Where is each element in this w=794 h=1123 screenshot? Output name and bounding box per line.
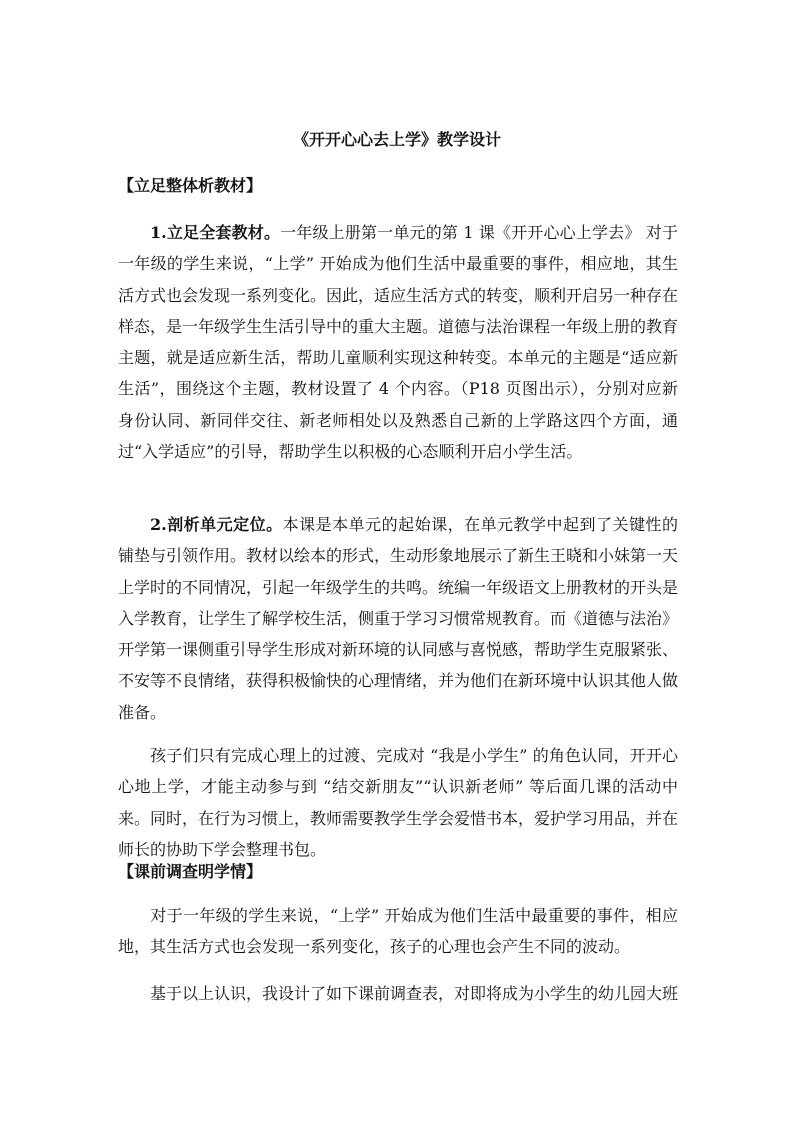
paragraph-text: 一年级上册第一单元的第 1 课《开开心心上学去》 对于一年级的学生来说，“上学” 开始成为他们生活中最重要的事件，相应地，其生活方式也会发现一系列变化。因此，适应生活方式的转变，顺利开启另一种存在样态，是一年级学生生活引导中的重大主题。道德与法治课程一年级上册的教育主题，就是适应新生活，帮助儿童顺利实现这种转变。本单元的主题是“适应新生活”，围绕这个主题，教材设置了 4 个内容。（P18 页图出示），分别对应新身份认同、新同伴交往、新老师相处以及熟悉自己新的上学路这四个方面，通过“入学适应”的引导，帮助学生以积极的心态顺利开启小学生活。: [118, 223, 679, 462]
section-heading-survey: 【课前调查明学情】: [118, 862, 263, 881]
paragraph-text: 孩子们只有完成心理上的过渡、完成对 “我是小学生” 的角色认同，开开心心地上学，才能主动参与到 “结交新朋友”“认识新老师” 等后面几课的活动中来。同时，在行为习惯上，教师需要教学生学会爱惜书本，爱护学习用品，并在师长的协助下学会整理书包。: [118, 746, 679, 859]
section-heading-textbook: 【立足整体析教材】: [118, 176, 263, 195]
paragraph-role-identity: [118, 740, 678, 865]
paragraph-survey-design: [118, 978, 678, 1009]
document-title: 《开开心心去上学》教学设计: [292, 130, 501, 149]
paragraph-whole-textbook: [118, 217, 678, 467]
paragraph-text: 本课是本单元的起始课，在单元教学中起到了关键性的铺垫与引领作用。教材以绘本的形式，生动形象地展示了新生王晓和小妹第一天上学时的不同情况，引起一年级学生的共鸣。统编一年级语文上册教材的开头是入学教育，让学生了解学校生活，侧重于学习习惯常规教育。而《道德与法治》开学第一课侧重引导学生形成对新环境的认同感与喜悦感，帮助学生克服紧张、不安等不良情绪，获得积极愉快的心理情绪，并为他们在新环境中认识其他人做准备。: [118, 515, 679, 722]
paragraph-first-grade-life: [118, 900, 678, 963]
paragraph-text: 对于一年级的学生来说，“上学” 开始成为他们生活中最重要的事件，相应地，其生活方式也会发现一系列变化，孩子的心理也会产生不同的波动。: [118, 906, 678, 957]
paragraph-text: 基于以上认识，我设计了如下课前调查表，对即将成为小学生的幼儿园大班: [150, 984, 679, 1003]
paragraph-lead: 2.剖析单元定位。: [150, 515, 283, 534]
paragraph-unit-position: [118, 509, 678, 728]
paragraph-lead: 1.立足全套教材。: [150, 223, 281, 242]
